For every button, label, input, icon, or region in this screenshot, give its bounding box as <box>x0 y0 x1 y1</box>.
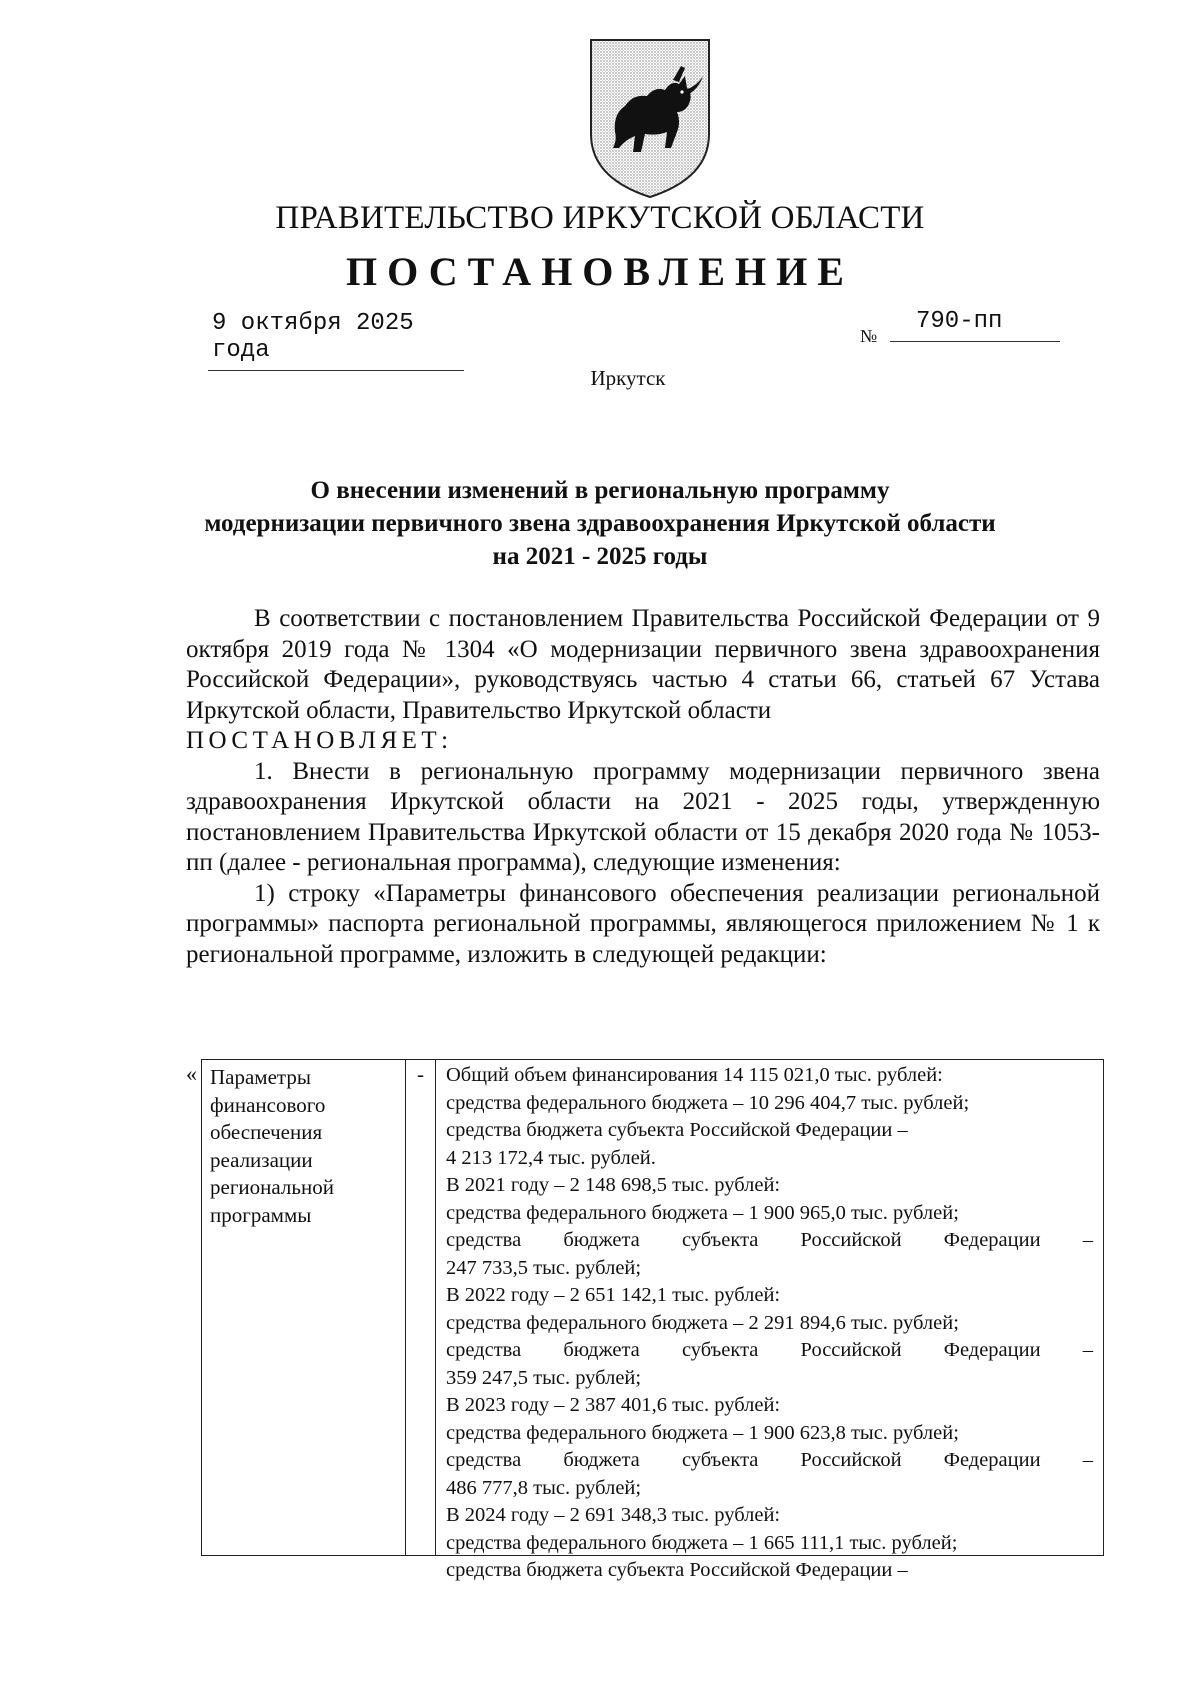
irkutsk-coat-of-arms-icon <box>585 36 715 201</box>
city: Иркутск <box>590 366 666 390</box>
value-line: средства федерального бюджета – 2 291 894,6 тыс. рублей; <box>446 1311 959 1334</box>
document-number: 790-пп <box>890 308 1060 342</box>
label-line: региональной <box>210 1175 334 1199</box>
issuing-authority: ПРАВИТЕЛЬСТВО ИРКУТСКОЙ ОБЛАСТИ <box>275 200 925 236</box>
value-line: средства бюджета субъекта Российской Федерации – <box>446 1229 1093 1251</box>
document-title <box>150 474 1050 573</box>
value-line: 359 247,5 тыс. рублей; <box>446 1366 642 1389</box>
value-line: 4 213 172,4 тыс. рублей. <box>446 1146 656 1169</box>
title-line: О внесении изменений в региональную программу <box>310 477 890 504</box>
value-line: средства бюджета субъекта Российской Федерации – <box>446 1449 1093 1471</box>
value-line: 247 733,5 тыс. рублей; <box>446 1256 642 1279</box>
value-line: средства федерального бюджета – 1 665 111,1 тыс. рублей; <box>446 1531 958 1554</box>
table-frame <box>201 1059 1104 1581</box>
label-line: финансового <box>210 1092 326 1117</box>
value-line: Общий объем финансирования 14 115 021,0 тыс. рублей: <box>446 1064 943 1086</box>
document-date: 9 октября 2025 года <box>208 310 464 371</box>
value-line: средства бюджета субъекта Российской Федерации – <box>446 1559 908 1581</box>
value-line: 486 777,8 тыс. рублей; <box>446 1476 642 1499</box>
value-line: средства федерального бюджета – 10 296 404,7 тыс. рублей; <box>446 1091 970 1114</box>
document-type: ПОСТАНОВЛЕНИЕ <box>346 249 854 294</box>
value-line: В 2023 году – 2 387 401,6 тыс. рублей: <box>446 1394 781 1416</box>
document-body <box>186 604 1100 970</box>
item-1-paragraph: 1. Внести в региональную программу модернизации первичного звена здравоохранения Иркутской области на 2021 - 2025 годы, утвержденную постановлением Правительства Иркутской области от 15 декабря 2020 года № 1053-пп (далее - региональная программа), следующие изменения: <box>186 757 1100 876</box>
table-dash-cell: - <box>406 1060 436 1555</box>
value-line: В 2022 году – 2 651 142,1 тыс. рублей: <box>446 1284 781 1306</box>
label-line: обеспечения <box>210 1120 323 1144</box>
table-value-cell <box>436 1060 1103 1581</box>
label-line: реализации <box>210 1147 313 1172</box>
value-line: средства бюджета субъекта Российской Федерации – <box>446 1339 1093 1361</box>
value-line: средства бюджета субъекта Российской Федерации – <box>446 1119 908 1141</box>
title-line: модернизации первичного звена здравоохранения Иркутской области <box>204 510 996 537</box>
item-1-1-paragraph: 1) строку «Параметры финансового обеспечения реализации региональной программы» паспорта региональной программы, являющегося приложением № 1 к региональной программе, изложить в следующей редакции: <box>186 879 1100 968</box>
value-line: В 2021 году – 2 148 698,5 тыс. рублей: <box>446 1174 781 1196</box>
value-line: средства федерального бюджета – 1 900 623,8 тыс. рублей; <box>446 1421 959 1444</box>
financing-parameters-table <box>186 1059 1104 1581</box>
number-sign: № <box>860 326 878 346</box>
preamble-paragraph: В соответствии с постановлением Правительства Российской Федерации от 9 октября 2019 года № 1304 «О модернизации первичного звена здравоохранения Российской Федерации», руководствуясь частью 4 статьи 66, статьей 67 Устава Иркутской области, Правительство Иркутской области <box>186 605 1100 724</box>
label-line: Параметры <box>210 1065 311 1089</box>
value-line: средства федерального бюджета – 1 900 965,0 тыс. рублей; <box>446 1201 959 1224</box>
table-label-cell <box>202 1060 406 1555</box>
resolve-word: ПОСТАНОВЛЯЕТ: <box>186 727 453 754</box>
title-line: на 2021 - 2025 годы <box>492 543 708 570</box>
label-line: программы <box>210 1202 312 1227</box>
open-quote: « <box>186 1061 197 1086</box>
value-line: В 2024 году – 2 691 348,3 тыс. рублей: <box>446 1504 781 1526</box>
